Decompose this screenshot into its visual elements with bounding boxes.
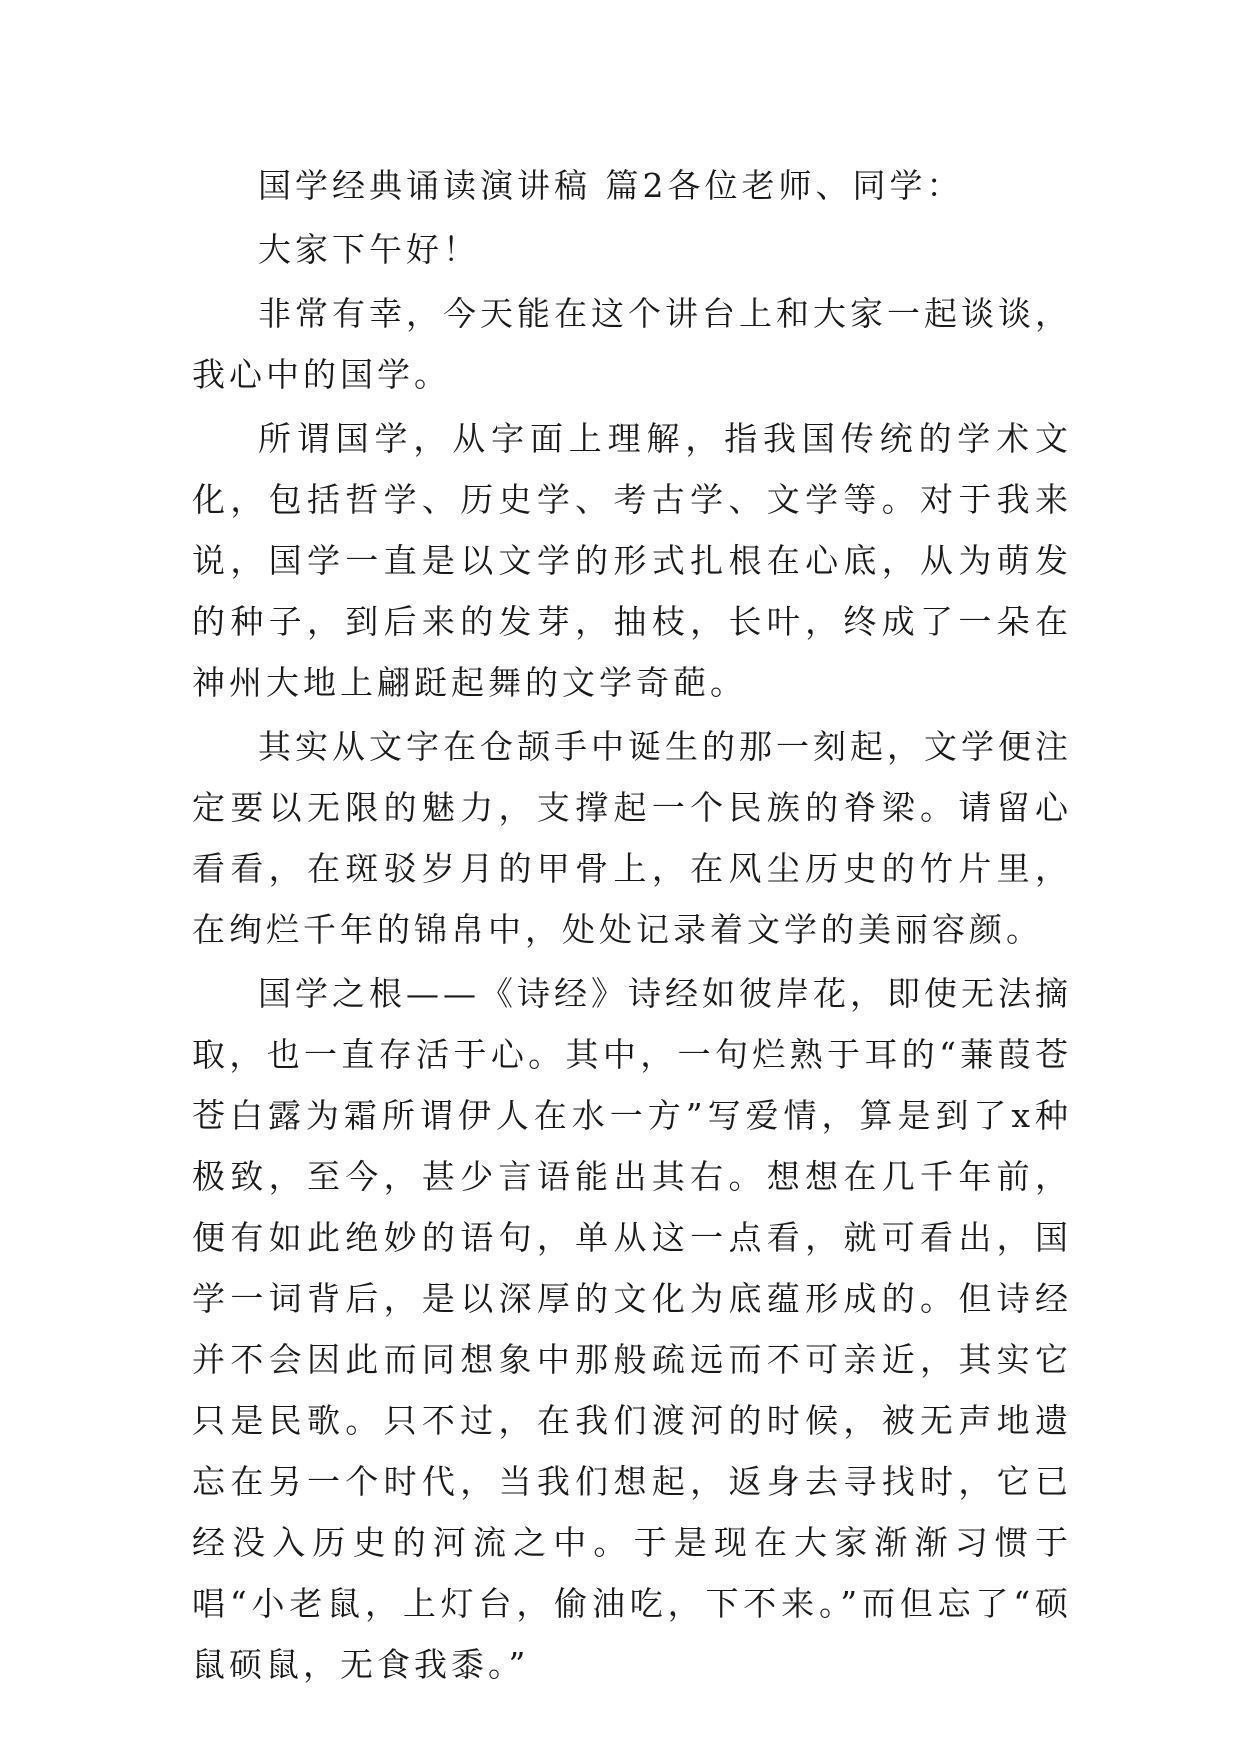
paragraph-title: 国学经典诵读演讲稿 篇2各位老师、同学： — [258, 166, 964, 205]
paragraph-intro: 非常有幸，今天能在这个讲台上和大家一起谈谈，我心中的国学。 — [192, 294, 1072, 394]
paragraph-guoxue-definition: 所谓国学，从字面上理解，指我国传统的学术文化，包括哲学、历史学、考古学、文学等。对于我来说，国学一直是以文学的形式扎根在心底，从为萌发的种子，到后来的发芽，抽枝，长叶，终成了一朵在神州大地上翩跹起舞的文学奇葩。 — [192, 419, 1072, 702]
paragraph-greeting: 大家下午好！ — [258, 230, 480, 269]
paragraph-shijing: 国学之根——《诗经》诗经如彼岸花，即使无法摘取，也一直存活于心。其中，一句烂熟于耳的“蒹葭苍苍白露为霜所谓伊人在水一方”写爱情，算是到了x种极致，至今，甚少言语能出其右。想想在几千年前，便有如此绝妙的语句，单从这一点看，就可看出，国学一词背后，是以深厚的文化为底蕴形成的。但诗经并不会因此而同想象中那般疏远而不可亲近，其实它只是民歌。只不过，在我们渡河的时候，被无声地遗忘在另一个时代，当我们想起，返身去寻找时，它已经没入历史的河流之中。于是现在大家渐渐习惯于唱“小老鼠，上灯台，偷油吃，下不来。”而但忘了“硕鼠硕鼠，无食我黍。” — [192, 974, 1072, 1684]
paragraph-literature-origin: 其实从文字在仓颉手中诞生的那一刻起，文学便注定要以无限的魅力，支撑起一个民族的脊梁。请留心看看，在斑驳岁月的甲骨上，在风尘历史的竹片里，在绚烂千年的锦帛中，处处记录着文学的美丽容颜。 — [192, 727, 1072, 949]
document-body — [192, 155, 1072, 1698]
